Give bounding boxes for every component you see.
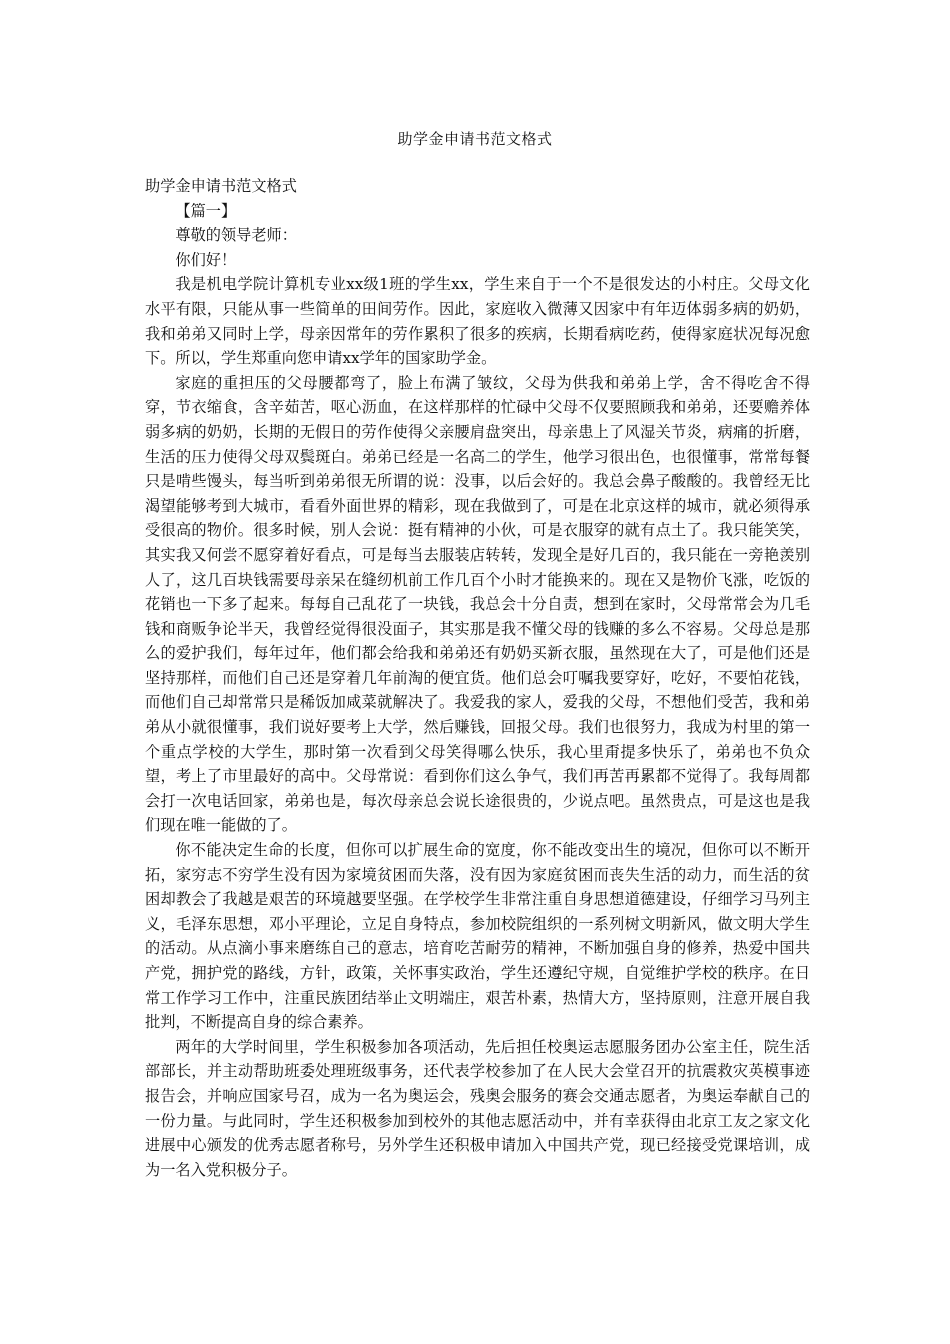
document-body [145,174,810,1182]
paragraph-4: 两年的大学时间里，学生积极参加各项活动，先后担任校奥运志愿服务团办公室主任，院生活部部长，并主动帮助班委处理班级事务，还代表学校参加了在人民大会堂召开的抗震救灾英模事迹报告会，并响应国家号召，成为一名为奥运会，残奥会服务的赛会交通志愿者，为奥运奉献自己的一份力量。与此同时，学生还积极参加到校外的其他志愿活动中，并有幸获得由北京工友之家文化进展中心颁发的优秀志愿者称号，另外学生还积极申请加入中国共产党，现已经接受党课培训，成为一名入党积极分子。 [145,1037,810,1179]
paragraph-3: 你不能决定生命的长度，但你可以扩展生命的宽度，你不能改变出生的境况，但你可以不断开拓，家穷志不穷学生没有因为家境贫困而失落，没有因为家庭贫困而丧失生活的动力，而生活的贫困却教会了我越是艰苦的环境越要坚强。在学校学生非常注重自身思想道德建设，仔细学习马列主义，毛泽东思想，邓小平理论，立足自身特点，参加校院组织的一系列树文明新风，做文明大学生的活动。从点滴小事来磨练自己的意志，培育吃苦耐劳的精神，不断加强自身的修养，热爱中国共产党，拥护党的路线，方针，政策，关怀事实政治，学生还遵纪守规，自觉维护学校的秩序。在日常工作学习工作中，注重民族团结举止文明端庄，艰苦朴素，热情大方，坚持原则，注意开展自我批判，不断提高自身的综合素养。 [145,841,810,1032]
salutation: 尊敬的领导老师： [175,226,297,245]
paragraph-1: 我是机电学院计算机专业xx级1班的学生xx，学生来自于一个不是很发达的小村庄。父母文化水平有限，只能从事一些简单的田间劳作。因此，家庭收入微薄又因家中有年迈体弱多病的奶奶，我和弟弟又同时上学，母亲因常年的劳作累积了很多的疾病，长期看病吃药，使得家庭状况每况愈下。所以，学生郑重向您申请xx学年的国家助学金。 [145,275,810,368]
greeting: 你们好！ [175,250,237,269]
document-subtitle: 助学金申请书范文格式 [145,177,297,195]
paragraph-2: 家庭的重担压的父母腰都弯了，脸上布满了皱纹，父母为供我和弟弟上学，舍不得吃舍不得穿，节衣缩食，含辛茹苦，呕心沥血，在这样那样的忙碌中父母不仅要照顾我和弟弟，还要赡养体弱多病的奶奶，长期的无假日的劳作使得父亲腰肩盘突出，母亲患上了风湿关节炎，病痛的折磨，生活的压力使得父母双鬓斑白。弟弟已经是一名高二的学生，他学习很出色，也很懂事，常常每餐只是啃些馒头，每当听到弟弟很无所谓的说：没事，以后会好的。我总会鼻子酸酸的。我曾经无比渴望能够考到大城市，看看外面世界的精彩，现在我做到了，可是在北京这样的城市，就必须得承受很高的物价。很多时候，别人会说：挺有精神的小伙，可是衣服穿的就有点土了。我只能笑笑，其实我又何尝不愿穿着好看点，可是每当去服装店转转，发现全是好几百的，我只能在一旁艳羡别人了，这几百块钱需要母亲呆在缝纫机前工作几百个小时才能换来的。现在又是物价飞涨，吃饭的花销也一下多了起来。每每自己乱花了一块钱，我总会十分自责，想到在家时，父母常常会为几毛钱和商贩争论半天，我曾经觉得很没面子，其实那是我不懂父母的钱赚的多么不容易。父母总是那么的爱护我们，每年过年，他们都会给我和弟弟还有奶奶买新衣服，虽然现在大了，可是他们还是坚持那样，而他们自己还是穿着几年前淘的便宜货。他们总会叮嘱我要穿好，吃好，不要怕花钱，而他们自己却常常只是稀饭加咸菜就解决了。我爱我的家人，爱我的父母，不想他们受苦，我和弟弟从小就很懂事，我们说好要考上大学，然后赚钱，回报父母。我们也很努力，我成为村里的第一个重点学校的大学生，那时第一次看到父母笑得哪么快乐，我心里甭提多快乐了，弟弟也不负众望，考上了市里最好的高中。父母常说：看到你们这么争气，我们再苦再累都不觉得了。我每周都会打一次电话回家，弟弟也是，每次母亲总会说长途很贵的，少说点吧。虽然贵点，可是这也是我们现在唯一能做的了。 [145,373,810,835]
page-title: 助学金申请书范文格式 [397,130,553,148]
section-label: 【篇一】 [175,201,237,220]
